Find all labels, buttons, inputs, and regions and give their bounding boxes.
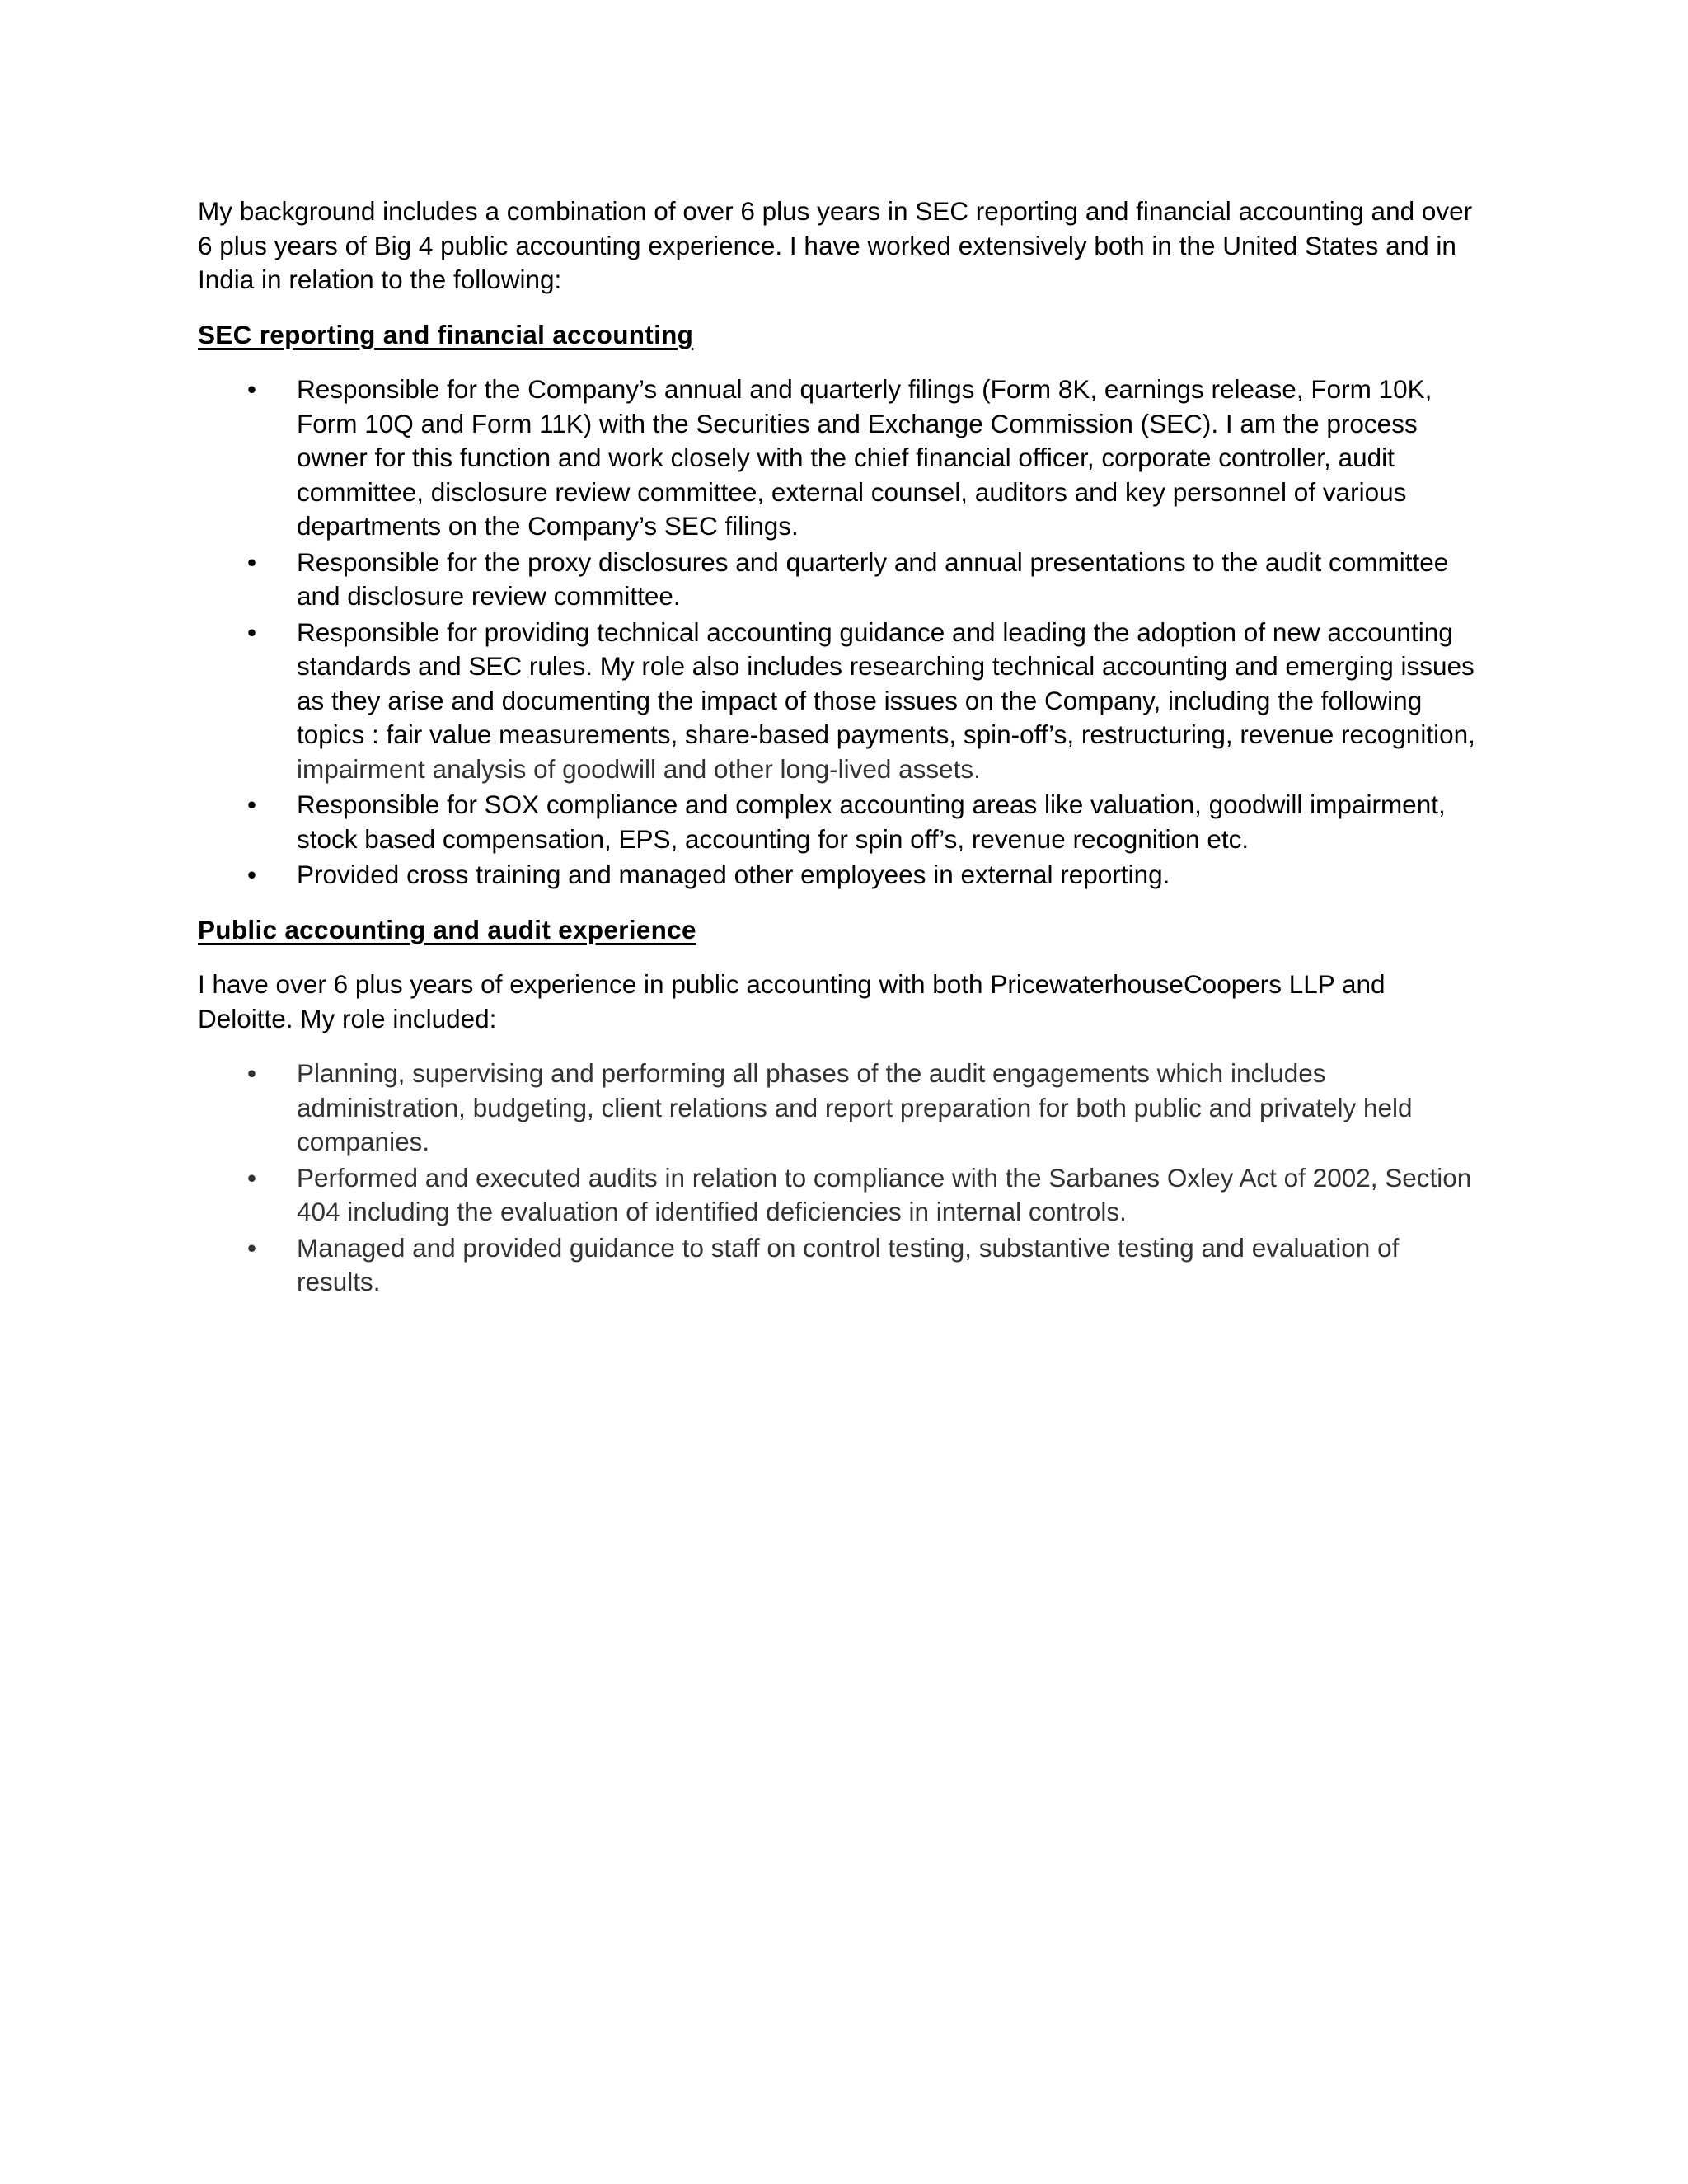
list-item-text: Planning, supervising and performing all phases of the audit engagements which includes administration, budgeting, client relations and report preparation for both public and privately held companies. [297, 1058, 1413, 1156]
bullet-icon: • [247, 546, 257, 577]
list-item-text: Managed and provided guidance to staff on control testing, substantive testing and evaluation of results. [297, 1232, 1400, 1296]
bullet-icon: • [247, 1058, 257, 1088]
public-accounting-list [198, 1057, 1484, 1300]
sec-reporting-list [198, 373, 1484, 893]
bullet-icon: • [247, 790, 257, 819]
list-item [198, 1057, 1484, 1160]
list-item [198, 616, 1484, 787]
list-item-text: Responsible for SOX compliance and complex accounting areas like valuation, goodwill impairment, stock based compensation, EPS, accounting for spin off’s, revenue recognition etc. [297, 790, 1446, 854]
list-item-text: Responsible for providing technical accounting guidance and leading the adoption of new accounting standards and SEC rules. My role also includes researching technical accounting and emerging issues as they arise and documenting the impact of those issues on the Company, including the following topics : fair value measurements, share-based payments, spin-off’s, restructuring, revenue recognition, [297, 616, 1475, 749]
bullet-icon: • [247, 860, 257, 889]
bullet-icon: • [247, 374, 257, 404]
list-item-text: Performed and executed audits in relation to compliance with the Sarbanes Oxley Act of 2002, Section 404 including the evaluation of identified deficiencies in internal controls. [297, 1162, 1472, 1226]
bullet-icon: • [247, 1162, 257, 1193]
list-item [198, 1231, 1484, 1300]
list-item [198, 373, 1484, 544]
bullet-icon: • [247, 1232, 257, 1263]
intro-paragraph: My background includes a combination of over 6 plus years in SEC reporting and financial accounting and over 6 plus years of Big 4 public accounting experience. I have worked extensively both in the United States and in India in relation to the following: [198, 196, 1473, 294]
list-item [198, 788, 1484, 856]
bullet-icon: • [247, 616, 257, 647]
list-item-text: Responsible for the proxy disclosures and quarterly and annual presentations to the audit committee and disclosure review committee. [297, 546, 1449, 611]
list-item [198, 858, 1484, 893]
list-item-text: Responsible for the Company’s annual and quarterly filings (Form 8K, earnings release, Form 10K, Form 10Q and Form 11K) with the Securities and Exchange Commission (SEC). I am the process owner for this function and work closely with the chief financial officer, corporate controller, audit committee, disclosure review committee, external counsel, auditors and key personnel of various departments on the Company’s SEC filings. [297, 374, 1432, 541]
section-heading-sec-reporting: SEC reporting and financial accounting [198, 319, 694, 349]
list-item [198, 546, 1484, 614]
list-item [198, 1161, 1484, 1230]
section-heading-public-accounting: Public accounting and audit experience [198, 914, 696, 944]
document-body [198, 194, 1484, 1301]
public-accounting-intro: I have over 6 plus years of experience in public accounting with both PricewaterhouseCoopers LLP and Deloitte. My role included: [198, 969, 1386, 1033]
list-item-text-continuation: impairment analysis of goodwill and other long-lived assets. [297, 753, 981, 784]
list-item-text: Provided cross training and managed other employees in external reporting. [297, 860, 1170, 889]
